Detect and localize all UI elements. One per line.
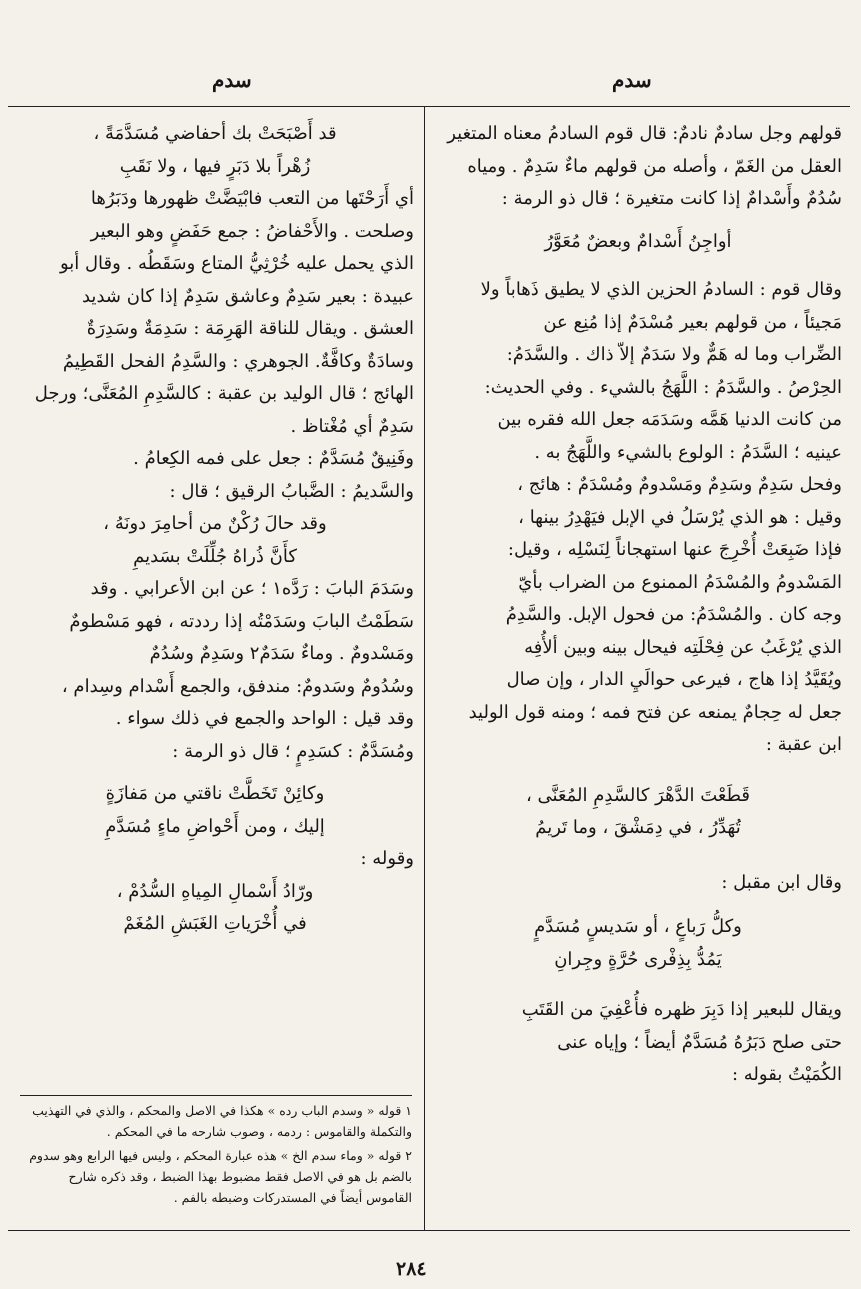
text-line: وسَدَمَ البابَ : رَدَّه١ ؛ عن ابن الأعرابي . وقد [90,578,414,599]
verse-line: كأَنَّ ذُراهُ جُلِّلَتْ بسَديمِ [133,545,297,567]
text-line: عبيدة : بعير سَدِمٌ وعاشق سَدِمٌ إذا كان شديد [81,285,414,307]
text-line: وفَنِيقٌ مُسَدَّمٌ : جعل على فمه الكِعامُ . [133,448,414,469]
text-line: جعل له حِجامٌ يمنعه عن فتح فمه ؛ ومنه قول الوليد [468,701,842,723]
footnotes [22,1100,412,1211]
text-line: وجه كان . والمُسْدَمُ: من فحول الإبل. والسَّدِمُ [505,604,842,625]
footnote: ١ قوله « وسدم الباب رده » هكذا في الاصل والمحكم ، والذي في التهذيب والتكملة والقاموس : ردمه ، وصوب شارحه ما في المحكم . [32,1103,412,1139]
footnote-rule [20,1095,412,1096]
text-line: مَجيئاً ، من قولهم بعير مُسْدَمٌ إذا مُنِع عن [543,311,842,333]
bottom-rule [8,1230,850,1231]
running-head-left: سدم [212,68,252,92]
top-rule [8,106,850,107]
text-line: أي أَرَحْتَها من التعب فابْيَضَّتْ ظهورها ودَبَرُها [90,188,414,209]
verse-line: إليك ، ومن أَحْواضِ ماءٍ مُسَدَّمِ [105,815,325,837]
text-line: وقوله : [360,848,414,869]
verse-line: قد أَصْبَحَتْ بك أحفاضي مُسَدَّمَةً ، [93,123,337,144]
text-line: ومُسَدَّمٌ : كسَدِمٍ ؛ قال ذو الرمة : [172,740,414,762]
text-line: وقال قوم : السادمُ الحزين الذي لا يطيق ذَهاباً ولا [480,279,842,300]
text-line: سَدِمٌ أي مُغْتاظ . [290,415,414,437]
verse-line: في أُخْرَياتِ الغَبَشِ المُغَمْ [123,913,307,934]
text-line: وقال ابن مقبل : [721,871,842,893]
text-line: سُدُمٌ وأَسْدامٌ إذا كانت متغيرة ؛ قال ذو الرمة : [501,188,842,209]
text-line: قولهم وجل سادمٌ نادمٌ: قال قوم السادمُ معناه المتغير [447,123,842,144]
footnote: ٢ قوله « وماء سدم الخ » هذه عبارة المحكم ، وليس فيها الرابع وهو سدوم بالضم بل هو في الاصل فقط مضبوط بهذا الضبط ، وقد ذكره شارح القاموس أيضاً في المستدركات وضبطه بالفم . [29,1148,412,1205]
verse-line: يَمُدُّ بِذِفْرى حُرَّةٍ وجِرانِ [554,948,722,970]
text-line: الضِّراب وما له هَمٌّ ولا سَدَمٌ إلاّ ذاك . والسَّدَمُ: [506,344,842,365]
text-line: ومَسْدومٌ . وماءٌ سَدَمٌ٢ وسَدِمٌ وسُدُمٌ [149,643,414,664]
verse-line: وكلُّ رَباعٍ ، أو سَديسٍ مُسَدَّمٍ [534,916,742,937]
text-line: حتى صلح دَبَرُهُ مُسَدَّمٌ أيضاً ؛ وإياه عنى [557,1031,842,1053]
left-column [16,118,414,941]
text-line: الذي يُرْغَبُ عن فِحْلَتِه فيحال بينه وبين ألأُفِه [524,636,842,658]
text-line: ابن عقبة : [765,734,842,755]
text-line: المَسْدومُ والمُسْدَمُ الممنوع من الضراب بأيّ [518,571,842,593]
verse-line: وكائِنْ تَخَطَّتْ ناقتي من مَفازَةٍ [105,783,325,804]
verse-line: قَطَعْتَ الدَّهْرَ كالسَّدِمِ المُعَنَّى ، [526,784,750,806]
text-line: فإذا ضَبِعَتْ أُخْرِجَ عنها استهجاناً لِنَسْلِه ، وقيل: [507,539,842,560]
text-line: وفحل سَدِمٌ وسَدِمٌ ومَسْدومٌ ومُسْدَمٌ : هائج ، [517,474,842,495]
right-column [434,118,842,1092]
text-line: العقل من الغَمّ ، وأصله من قولهم ماءٌ سَدِمٌ . ومياه [467,155,842,177]
text-line: وسُدُومٌ وسَدومٌ: مندفق، والجمع أَسْدام وسِدام ، [61,675,414,697]
verse-line: زُهْراً بلا دَبَرٍ فيها ، ولا نَقَبِ [119,155,311,177]
column-divider [424,106,425,1230]
page-number: ٢٨٤ [396,1258,427,1280]
text-line: ويقال للبعير إذا دَبِرَ ظهره فأُعْفِيَ من القَتَبِ [521,999,842,1020]
text-line: سَطَمْتُ البابَ وسَدَمْتُه إذا رددته ، فهو مَسْطومٌ [69,610,414,632]
text-line: وقد قيل : الواحد والجمع في ذلك سواء . [115,708,414,729]
text-line: العشق . ويقال للناقة الهَرِمَة : سَدِمَةٌ وسَدِرَةٌ [86,318,414,339]
text-line: الذي يحمل عليه خُرْثِيُّ المتاع وسَقَطُه . وقال أبو [59,253,414,274]
text-line: وسادَةٌ وكافَّةٌ. الجوهري : والسَّدِمُ الفحل القَطِيمُ [62,350,414,372]
verse-line: أواجِنُ أَسْدامٌ وبعضٌ مُعَوَّرُ [544,230,732,252]
verse-line: تُهَدِّرُ ، في دِمَشْقَ ، وما تَريمُ [535,817,741,838]
text-line: الهائج ؛ قال الوليد بن عقبة : كالسَّدِمِ المُعَنَّى؛ ورجل [34,383,414,404]
text-line: الحِرْصُ . والسَّدَمُ : اللَّهَجُ بالشيء . وفي الحديث: [484,376,842,398]
text-line: عينيه ؛ السَّدَمُ : الولوع بالشيء واللَّهَجُ به . [534,441,842,463]
text-line: وصلحت . والأَحْفاضُ : جمع حَفَضٍ وهو البعير [90,220,414,242]
text-line: ويُقَيَّدُ إذا هاج ، فيرعى حوالَيِ الدار ، وإن صال [506,669,842,690]
verse-line: ورّادُ أَسْمالِ المِياهِ السُّدُمْ ، [116,880,314,902]
text-line: الكُمَيْتُ بقوله : [732,1064,842,1085]
text-line: وقيل : هو الذي يُرْسَلُ في الإبل فيَهْدِرُ بينها ، [518,506,842,528]
verse-line: وقد حالَ رُكْنٌ من أحامِرَ دونَهُ ، [103,513,327,534]
text-line: والسَّديمُ : الضَّبابُ الرقيق ؛ قال : [169,480,414,502]
running-head-right: سدم [612,68,652,92]
text-line: من كانت الدنيا هَمَّه وسَدَمَه جعل الله فقره بين [497,409,842,430]
